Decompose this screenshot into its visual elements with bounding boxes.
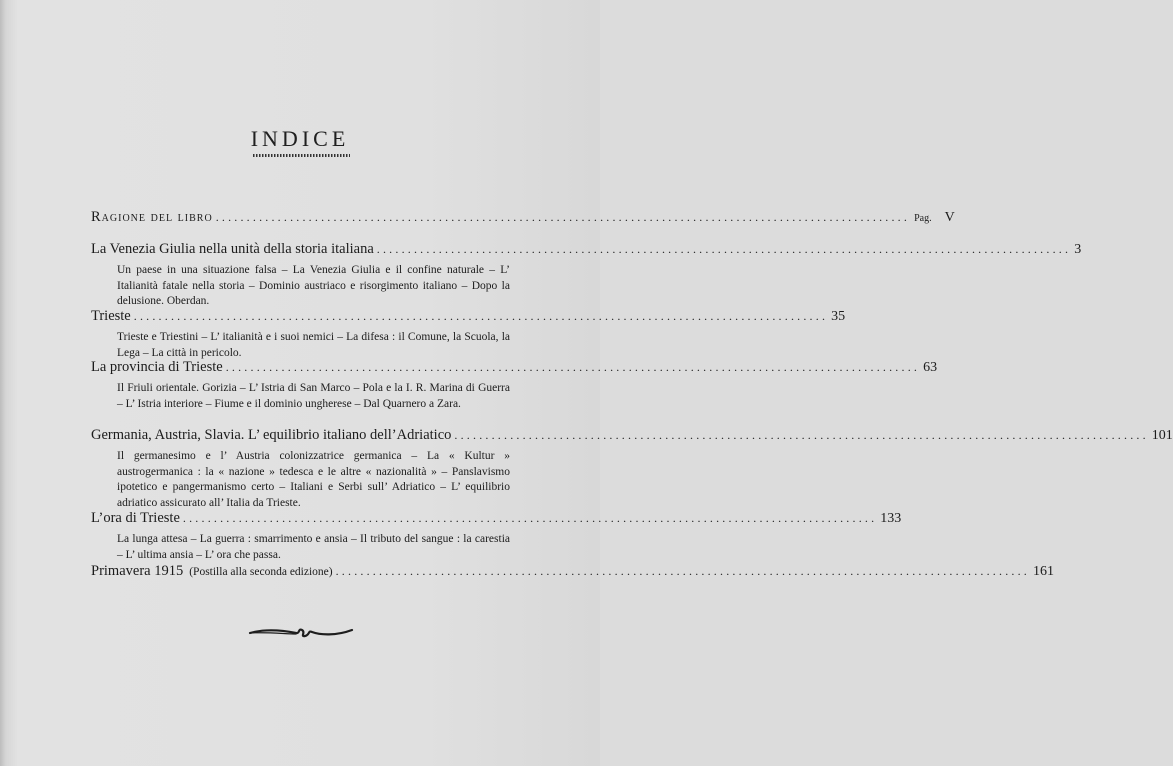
entry-title: Ragione del libro <box>91 209 213 225</box>
entry-title: La Venezia Giulia nella unità della storia italiana <box>91 241 374 257</box>
leader-dots: ................................................................................................................ <box>215 210 911 224</box>
entry-page: 101 <box>1151 428 1173 443</box>
ornament-flourish <box>248 624 354 642</box>
entry-title: Trieste <box>91 308 131 324</box>
entry-page: V <box>944 210 955 225</box>
entry-description: La lunga attesa – La guerra : smarrimento e ansia – Il tributo del sangue : la carestia – L’ ultima ansia – L’ ora che passa. <box>117 533 510 561</box>
entry-page: 63 <box>923 360 938 375</box>
toc-entry-head <box>91 562 1055 581</box>
leader-dots: ................................................................................................................ <box>133 309 829 323</box>
entry-description: Il germanesimo e l’ Austria colonizzatrice germanica – La « Kultur » austrogermanica : la « nazione » tedesca e le altre « nazionalità » – Panslavismo ipotetico e pangermanismo certo – Italiani e Serbi sull’ Adriatico – L’ equilibrio adriatico assicurato all’ Italia da Trieste. <box>117 450 510 509</box>
page-title: INDICE <box>250 126 350 151</box>
entry-title: Germania, Austria, Slavia. L’ equilibrio italiano dell’Adriatico <box>91 427 452 443</box>
toc-entry <box>91 562 1055 581</box>
entry-description: Il Friuli orientale. Gorizia – L’ Istria di San Marco – Pola e la I. R. Marina di Guerra – L’ Istria interiore – Fiume e il dominio ungherese – Dal Quarnero a Zara. <box>117 382 510 410</box>
toc-entry-head <box>91 426 1173 445</box>
toc-entry-head <box>91 358 938 377</box>
entry-description: Trieste e Triestini – L’ italianità e i suoi nemici – La difesa : il Comune, la Scuola, la Lega – La città in pericolo. <box>117 331 510 359</box>
leader-dots: ................................................................................................................ <box>225 360 921 374</box>
toc-entry-head <box>91 509 902 528</box>
entry-title: Primavera 1915 <box>91 563 184 579</box>
toc-entry <box>91 509 902 563</box>
entry-page: 35 <box>831 309 846 324</box>
toc-entry <box>91 358 938 412</box>
entry-page: 161 <box>1033 564 1055 579</box>
leader-dots: ................................................................................................................ <box>454 428 1149 442</box>
toc-entry-head <box>91 240 1082 259</box>
title-dotted-rule <box>253 154 350 157</box>
leader-dots: ................................................................................................................ <box>376 242 1072 256</box>
entry-title: L’ora di Trieste <box>91 510 180 526</box>
toc-entry <box>91 240 1082 310</box>
entry-title: La provincia di Trieste <box>91 359 223 375</box>
entry-page: 3 <box>1074 242 1082 257</box>
entry-page: 133 <box>880 511 902 526</box>
toc-entry-head <box>91 208 955 228</box>
toc-entry-head <box>91 307 846 326</box>
leader-dots: ................................................................................................................ <box>335 564 1031 578</box>
toc-entry <box>91 307 846 361</box>
entry-description: Un paese in una situazione falsa – La Venezia Giulia e il confine naturale – L’ Italianità fatale nella storia – Dominio austriaco e risorgimento italiano – Dopo la delusione. Oberdan. <box>117 264 510 307</box>
entry-subtitle: (Postilla alla seconda edizione) <box>189 566 333 578</box>
leader-dots: ................................................................................................................ <box>182 511 878 525</box>
toc-entry <box>91 426 1173 511</box>
toc-entry <box>91 208 955 228</box>
page-label: Pag. <box>914 213 932 224</box>
